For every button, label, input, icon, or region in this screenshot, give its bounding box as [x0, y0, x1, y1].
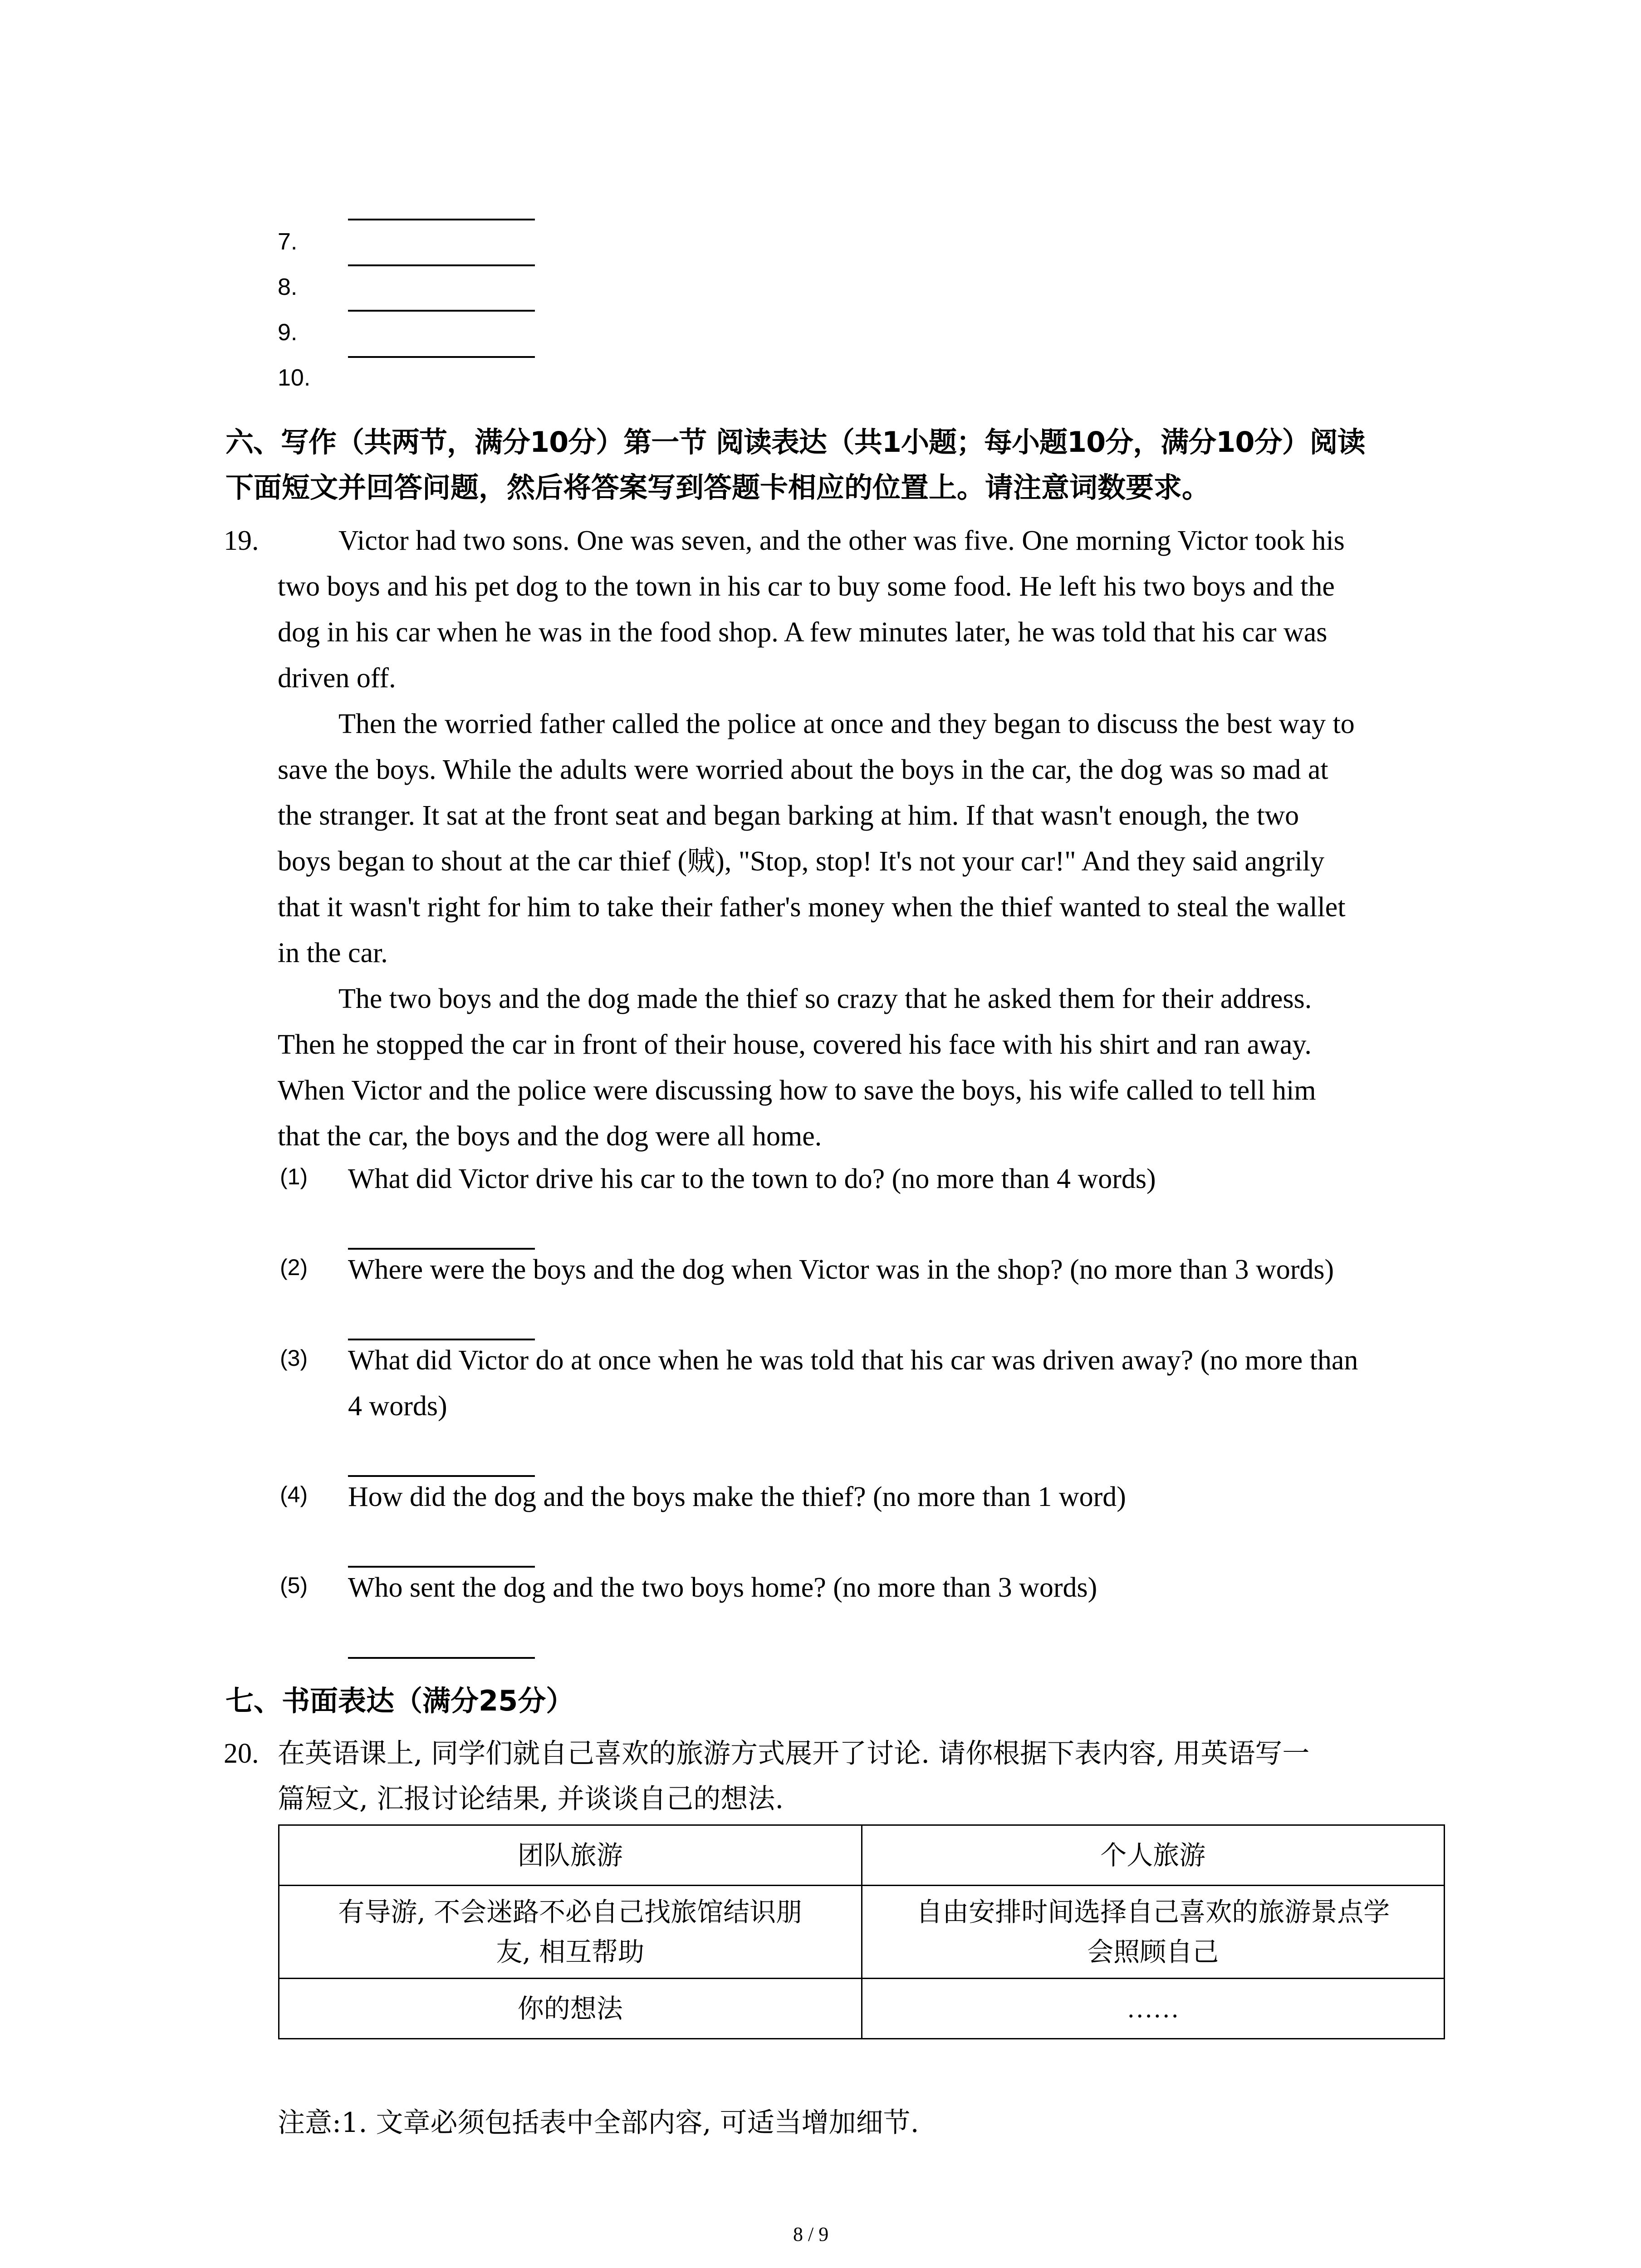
- answer-line-7[interactable]: [348, 264, 535, 266]
- table-row: [279, 1886, 1445, 1979]
- q19-number: 19.: [224, 525, 259, 556]
- q19-sub2-text: Where were the boys and the dog when Victor was in the shop? (no more than 3 words): [348, 1254, 1334, 1285]
- answer-label-7: 7.: [278, 229, 298, 255]
- q20-prompt-line1: 在英语课上, 同学们就自己喜欢的旅游方式展开了讨论. 请你根据下表内容, 用英语写一: [278, 1738, 1310, 1769]
- q19-sub1-text: What did Victor drive his car to the town to do? (no more than 4 words): [348, 1163, 1156, 1194]
- q19-p2-first: Then the worried father called the police at once and they began to discuss the best way to: [338, 709, 1355, 739]
- q19-p3-line3: When Victor and the police were discussing how to save the boys, his wife called to tell him: [278, 1075, 1316, 1106]
- table-cell-your-opinion: 你的想法: [279, 1979, 862, 2039]
- q19-p2: [278, 701, 1466, 976]
- table-row: [279, 1825, 1445, 1886]
- table-cell-group-line1: 有导游, 不会迷路不必自己找旅馆结识朋: [338, 1897, 803, 1927]
- q19-p3-line2: Then he stopped the car in front of their house, covered his face with his shirt and ran away.: [278, 1029, 1312, 1060]
- answer-line-top: [348, 219, 535, 220]
- q19-sub3-number: (3): [280, 1345, 308, 1371]
- table-cell-individual-line1: 自由安排时间选择自己喜欢的旅游景点学: [916, 1897, 1390, 1927]
- q19-p1-line4: driven off.: [278, 663, 396, 694]
- q19-sub5-answer-line[interactable]: [348, 1657, 535, 1659]
- q19-sub5-text: Who sent the dog and the two boys home? (no more than 3 words): [348, 1572, 1097, 1603]
- q19-p2-line2: save the boys. While the adults were worried about the boys in the car, the dog was so mad at: [278, 754, 1328, 785]
- table-cell-individual-line2: 会照顾自己: [1087, 1936, 1219, 1967]
- table-cell-individual-features: [862, 1886, 1445, 1979]
- answer-label-9: 9.: [278, 319, 298, 346]
- q19-sub1-number: (1): [280, 1164, 308, 1189]
- q19-p2-line3: the stranger. It sat at the front seat and began barking at him. If that wasn't enough, the two: [278, 800, 1299, 831]
- q19-p3-line4: that the car, the boys and the dog were all home.: [278, 1121, 822, 1152]
- q19-sub4-number: (4): [280, 1482, 308, 1507]
- answer-line-8[interactable]: [348, 310, 535, 312]
- q19-p2-line5: that it wasn't right for him to take their father's money when the thief wanted to steal the wallet: [278, 892, 1346, 923]
- answer-label-10: 10.: [278, 365, 311, 391]
- q20-note: 注意:1. 文章必须包括表中全部内容, 可适当增加细节.: [278, 2107, 919, 2139]
- q20-table: [278, 1824, 1445, 2039]
- q19-sub3-text-line1: What did Victor do at once when he was told that his car was driven away? (no more than: [348, 1345, 1358, 1376]
- q19-sub3-text-line2: 4 words): [348, 1391, 447, 1422]
- q20-number: 20.: [224, 1738, 259, 1769]
- q20-prompt-line2: 篇短文, 汇报讨论结果, 并谈谈自己的想法.: [278, 1783, 784, 1815]
- section6-heading-line2: 下面短文并回答问题，然后将答案写到答题卡相应的位置上。请注意词数要求。: [225, 471, 1210, 504]
- q19-sub5-number: (5): [280, 1573, 308, 1598]
- q19-passage: [278, 518, 1466, 1159]
- q19-sub4-text: How did the dog and the boys make the thief? (no more than 1 word): [348, 1481, 1126, 1512]
- table-cell-group-features: [279, 1886, 862, 1979]
- page-number: 8 / 9: [793, 2223, 829, 2245]
- table-row: [279, 1979, 1445, 2039]
- q19-p1: [278, 518, 1466, 701]
- q20-prompt: [278, 1731, 1309, 1822]
- q19-p1-line2: two boys and his pet dog to the town in his car to buy some food. He left his two boys and the: [278, 571, 1335, 602]
- answer-label-8: 8.: [278, 274, 298, 300]
- table-cell-group-line2: 友, 相互帮助: [496, 1936, 645, 1967]
- q19-p1-line3: dog in his car when he was in the food shop. A few minutes later, he was told that his car was: [278, 617, 1327, 648]
- table-header-group: 团队旅游: [279, 1825, 862, 1886]
- q19-p2-line6: in the car.: [278, 938, 388, 968]
- q19-p2-line4: boys began to shout at the car thief (贼), "Stop, stop! It's not your car!" And they said angrily: [278, 846, 1325, 877]
- table-cell-ellipsis: ……: [862, 1979, 1445, 2039]
- q19-sub3-text: [348, 1338, 1358, 1429]
- section7-heading: 七、书面表达（满分25分）: [225, 1684, 574, 1717]
- section6-heading-line1: 六、写作（共两节，满分10分）第一节 阅读表达（共1小题；每小题10分，满分10分）阅读: [225, 425, 1365, 459]
- answer-line-9[interactable]: [348, 356, 535, 358]
- section6-heading: [225, 420, 1460, 510]
- q19-p3-first: The two boys and the dog made the thief so crazy that he asked them for their address.: [338, 983, 1312, 1014]
- table-header-individual: 个人旅游: [862, 1825, 1445, 1886]
- q19-p1-first: Victor had two sons. One was seven, and the other was five. One morning Victor took his: [338, 525, 1345, 556]
- q19-sub2-number: (2): [280, 1255, 308, 1280]
- q19-p3: [278, 976, 1466, 1159]
